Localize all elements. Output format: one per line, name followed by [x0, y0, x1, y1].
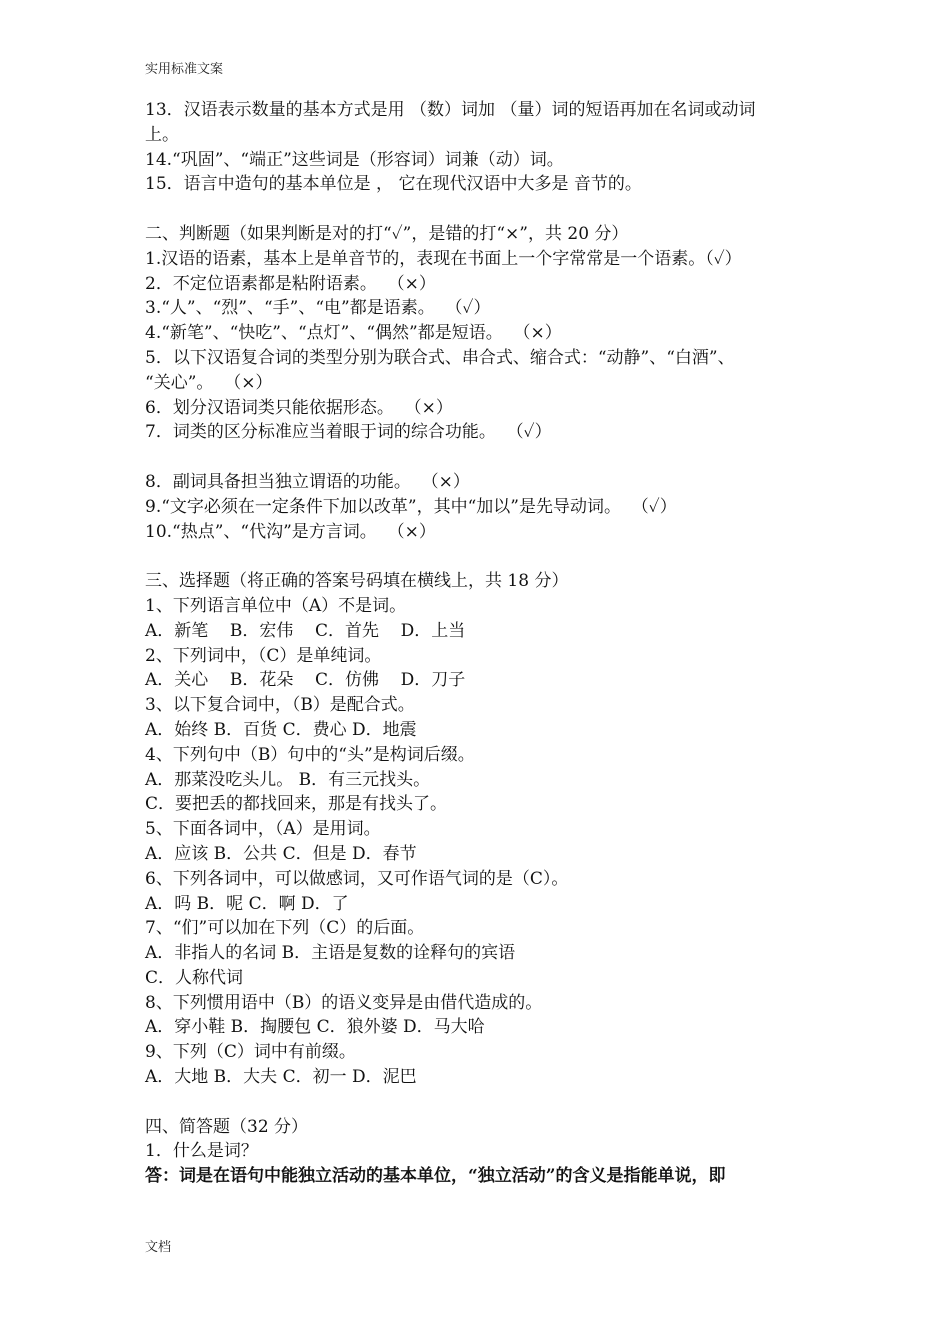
- text-line: 上。: [145, 124, 179, 145]
- text-line: 10.“热点”、“代沟”是方言词。 （×）: [145, 521, 436, 542]
- text-line: 4.“新笔”、“快吃”、“点灯”、“偶然”都是短语。 （×）: [145, 323, 562, 344]
- text-line: A．吗 B．呢 C．啊 D．了: [145, 893, 349, 914]
- text-line: 1、下列语言单位中（A）不是词。: [145, 595, 407, 616]
- text-line: C．要把丢的都找回来，那是有找头了。: [145, 794, 448, 815]
- text-line: 四、简答题（32 分）: [145, 1116, 309, 1137]
- text-line: A．大地 B．大夫 C．初一 D．泥巴: [145, 1067, 417, 1088]
- text-line: 2、下列词中，（C）是单纯词。: [145, 645, 382, 666]
- text-line: 7．词类的区分标准应当着眼于词的综合功能。 （✓）: [145, 422, 552, 443]
- text-line: 14.“巩固”、“端正”这些词是（形容词）词兼（动）词。: [145, 149, 564, 170]
- text-line: A．新笔 B．宏伟 C．首先 D．上当: [145, 620, 466, 641]
- text-line: 二、判断题（如果判断是对的打“✓”，是错的打“×”，共 20 分）: [145, 223, 629, 244]
- text-line: A．那菜没吃头儿。 B．有三元找头。: [145, 769, 431, 790]
- text-line: 9、下列（C）词中有前缀。: [145, 1042, 356, 1063]
- text-line: 13．汉语表示数量的基本方式是用 （数）词加 （量）词的短语再加在名词或动词: [145, 100, 756, 120]
- text-line: A．穿小鞋 B．掏腰包 C．狼外婆 D．马大哈: [145, 1017, 485, 1038]
- document-body: [145, 98, 815, 1189]
- text-line: A．始终 B．百货 C．费心 D．地震: [145, 719, 417, 740]
- text-line: 三、选择题（将正确的答案号码填在横线上，共 18 分）: [145, 571, 569, 592]
- page-footer: 文档: [145, 1240, 172, 1255]
- text-line: 3.“人”、“烈”、“手”、“电”都是语素。 （✓）: [145, 298, 491, 319]
- text-line: 1.汉语的语素，基本上是单音节的，表现在书面上一个字常常是一个语素。（✓）: [145, 248, 742, 269]
- text-line: “关心”。 （×）: [145, 372, 273, 393]
- blank-line: [145, 445, 815, 470]
- text-line: 答：词是在语句中能独立活动的基本单位，“独立活动”的含义是指能单说，即: [145, 1166, 726, 1187]
- page-header: 实用标准文案: [145, 62, 224, 77]
- text-line: 6．划分汉语词类只能依据形态。 （×）: [145, 397, 453, 418]
- text-line: 1．什么是词？: [145, 1141, 258, 1162]
- text-line: 3、以下复合词中，（B）是配合式。: [145, 695, 415, 716]
- text-line: A．应该 B．公共 C．但是 D．春节: [145, 843, 417, 864]
- text-line: 7、“们”可以加在下列（C）的后面。: [145, 918, 425, 939]
- text-line: 2．不定位语素都是粘附语素。 （×）: [145, 273, 436, 294]
- text-line: A．关心 B．花朵 C．仿佛 D．刀子: [145, 670, 466, 691]
- blank-line: [145, 1090, 815, 1115]
- text-line: 5、下面各词中，（A）是用词。: [145, 819, 381, 840]
- text-line: 4、下列句中（B）句中的“头”是构词后缀。: [145, 744, 475, 765]
- text-line: 8、下列惯用语中（B）的语义变异是由借代造成的。: [145, 992, 543, 1013]
- text-line: A．非指人的名词 B．主语是复数的诠释句的宾语: [145, 943, 516, 964]
- text-line: 9.“文字必须在一定条件下加以改革”，其中“加以”是先导动词。 （✓）: [145, 496, 677, 517]
- text-line: 8．副词具备担当独立谓语的功能。 （×）: [145, 471, 470, 492]
- text-line: C．人称代词: [145, 967, 244, 988]
- text-line: 6、下列各词中，可以做感词，又可作语气词的是（C）。: [145, 868, 569, 889]
- text-line: 15．语言中造句的基本单位是 ， 它在现代汉语中大多是 音节的。: [145, 174, 642, 195]
- blank-line: [145, 197, 815, 222]
- text-line: 5．以下汉语复合词的类型分别为联合式、串合式、缩合式：“动静”、“白酒”、: [145, 347, 735, 368]
- blank-line: [145, 544, 815, 569]
